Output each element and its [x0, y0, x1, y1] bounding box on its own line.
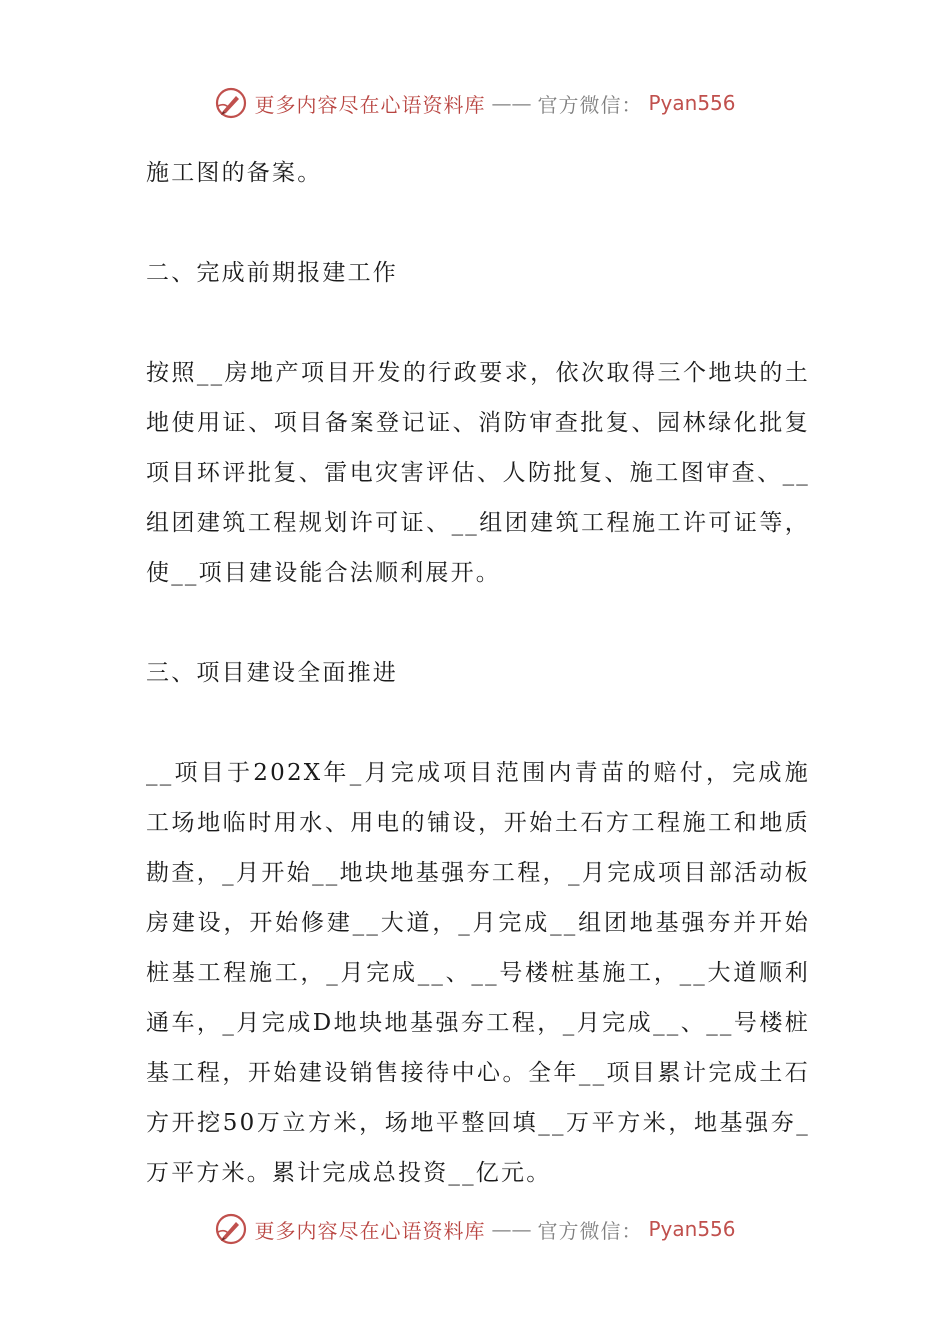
- paragraph-approvals: 按照__房地产项目开发的行政要求，依次取得三个地块的土地使用证、项目备案登记证、消防审查批复、园林绿化批复项目环评批复、雷电灾害评估、人防批复、施工图审查、__组团建筑工程规划许可证、__组团建筑工程施工许可证等，使__项目建设能合法顺利展开。: [146, 360, 810, 586]
- watermark-separator: ——: [491, 1217, 532, 1241]
- header-watermark: [0, 86, 950, 120]
- footer-watermark: [0, 1212, 950, 1246]
- section-heading-3: 三、项目建设全面推进: [146, 660, 398, 686]
- pen-logo-icon: [214, 1212, 248, 1246]
- watermark-wechat-id: Pyan556: [648, 91, 736, 115]
- section-heading-2: 二、完成前期报建工作: [146, 260, 398, 286]
- pen-logo-icon: [214, 86, 248, 120]
- watermark-text: 更多内容尽在心语资料库: [254, 1218, 486, 1243]
- paragraph-progress: __项目于202X年_月完成项目范围内青苗的赔付，完成施工场地临时用水、用电的铺设，开始土石方工程施工和地质勘查，_月开始__地块地基强夯工程，_月完成项目部活动板房建设，开始修建__大道，_月完成__组团地基强夯并开始桩基工程施工，_月完成__、__号楼桩基施工，__大道顺利通车，_月完成D地块地基强夯工程，_月完成__、__号楼桩基工程，开始建设销售接待中心。全年__项目累计完成土石方开挖50万立方米，场地平整回填__万平方米，地基强夯_万平方米。累计完成总投资__亿元。: [146, 760, 810, 1186]
- paragraph-continuation: 施工图的备案。: [146, 160, 323, 186]
- watermark-wechat-id: Pyan556: [648, 1217, 736, 1241]
- watermark-official-label: 官方微信：: [537, 1218, 643, 1243]
- document-body: [146, 148, 810, 1198]
- watermark-official-label: 官方微信：: [537, 92, 643, 117]
- watermark-separator: ——: [491, 91, 532, 115]
- watermark-text: 更多内容尽在心语资料库: [254, 92, 486, 117]
